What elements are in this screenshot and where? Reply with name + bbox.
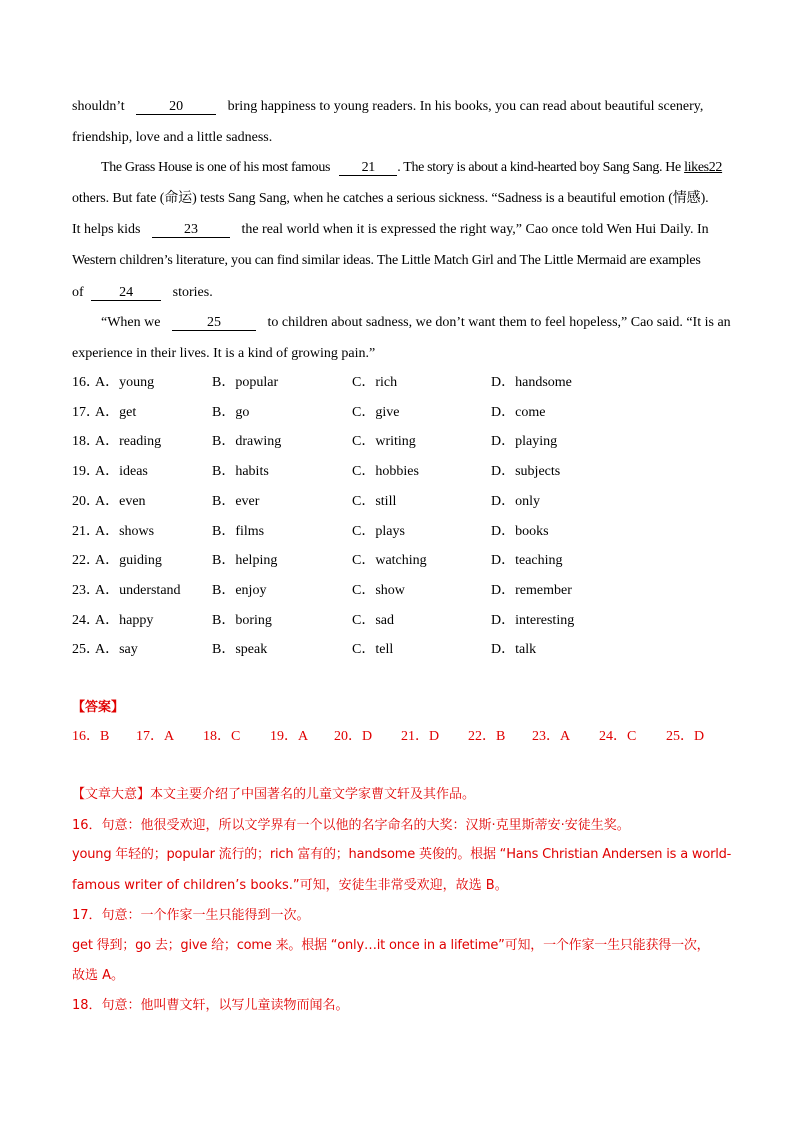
- option-a: A．understand: [95, 583, 181, 598]
- answer-item: 19．A: [270, 729, 309, 744]
- question-number: 24．: [72, 613, 100, 628]
- option-d: D．talk: [491, 642, 537, 657]
- answer-item: 20．D: [334, 729, 373, 744]
- option-b: B．boring: [212, 613, 272, 628]
- question-number: 17．: [72, 405, 100, 420]
- question-number: 22．: [72, 553, 100, 568]
- explanation-16-detail: young 年轻的；popular 流行的；rich 富有的；handsome 英俊的。根据 “Hans Christian Andersen is a world-: [72, 847, 732, 862]
- passage-text: to children about sadness, we don’t want them to feel hopeless,” Cao said. “It is an: [267, 315, 731, 330]
- answer-item: 17．A: [136, 729, 175, 744]
- option-c: C．hobbies: [352, 464, 419, 479]
- passage-text: It helps kids: [72, 222, 141, 237]
- option-c: C．writing: [352, 434, 416, 449]
- passage-text: “When we: [101, 315, 161, 330]
- passage-text: The Grass House is one of his most famous: [101, 160, 331, 175]
- option-a: A．guiding: [95, 553, 162, 568]
- passage-text: of: [72, 285, 84, 300]
- option-a: A．get: [95, 405, 137, 420]
- answer-item: 16．B: [72, 729, 110, 744]
- option-c: C．tell: [352, 642, 394, 657]
- question-number: 25．: [72, 642, 100, 657]
- option-c: C．plays: [352, 524, 405, 539]
- explanation-17-sentence: 17．句意：一个作家一生只能得到一次。: [72, 908, 310, 923]
- passage-line-4: [72, 189, 709, 209]
- option-c: C．show: [352, 583, 405, 598]
- option-d: D．only: [491, 494, 540, 509]
- answer-item: 21．D: [401, 729, 440, 744]
- explanation-17-detail: get 得到；go 去；give 给；come 来。根据 “only…it once in a lifetime”可知，一个作家一生只能获得一次，: [72, 938, 710, 953]
- option-d: D．interesting: [491, 613, 575, 628]
- option-b: B．popular: [212, 375, 279, 390]
- option-d: D．come: [491, 405, 546, 420]
- passage-line-8: [101, 313, 731, 333]
- option-d: D．playing: [491, 434, 558, 449]
- option-d: D．handsome: [491, 375, 572, 390]
- option-a: A．ideas: [95, 464, 148, 479]
- question-number: 18．: [72, 434, 100, 449]
- explanation-17-conclusion: 故选 A。: [72, 968, 125, 983]
- option-c: C．watching: [352, 553, 427, 568]
- option-b: B．drawing: [212, 434, 282, 449]
- answer-item: 23．A: [532, 729, 571, 744]
- passage-text: others. But fate (命运) tests Sang Sang, when he catches a serious sickness. “Sadness is a beautiful emotion (情感).: [72, 191, 709, 206]
- passage-text: the real world when it is expressed the right way,” Cao once told Wen Hui Daily. In: [241, 222, 709, 237]
- answer-heading: 【答案】: [72, 700, 125, 715]
- option-a: A．young: [95, 375, 155, 390]
- option-d: D．teaching: [491, 553, 563, 568]
- passage-line-6: Western children’s literature, you can find similar ideas. The Little Match Girl and The Little Mermaid are examples: [72, 253, 701, 268]
- question-number: 21．: [72, 524, 100, 539]
- option-a: A．say: [95, 642, 138, 657]
- passage-line-2: friendship, love and a little sadness.: [72, 130, 273, 145]
- option-c: C．still: [352, 494, 397, 509]
- option-d: D．remember: [491, 583, 572, 598]
- option-b: B．ever: [212, 494, 260, 509]
- passage-text: shouldn’t: [72, 99, 125, 114]
- passage-text: . The story is about a kind-hearted boy Sang Sang. He: [397, 160, 681, 175]
- passage-text: bring happiness to young readers. In his books, you can read about beautiful scenery,: [227, 99, 704, 114]
- passage-line-7: [72, 283, 213, 303]
- option-c: C．rich: [352, 375, 398, 390]
- answer-item: 22．B: [468, 729, 506, 744]
- answer-item: 25．D: [666, 729, 705, 744]
- explanation-18-sentence: 18．句意：他叫曹文轩，以写儿童读物而闻名。: [72, 998, 349, 1013]
- option-c: C．sad: [352, 613, 394, 628]
- answer-item: 18．C: [203, 729, 241, 744]
- passage-line-1: [72, 97, 703, 117]
- blank-24: 24: [91, 285, 161, 301]
- option-c: C．give: [352, 405, 400, 420]
- option-b: B．helping: [212, 553, 278, 568]
- option-b: B．go: [212, 405, 250, 420]
- option-b: B．enjoy: [212, 583, 267, 598]
- passage-text: stories.: [172, 285, 213, 300]
- passage-line-9: experience in their lives. It is a kind of growing pain.”: [72, 346, 376, 361]
- blank-20: 20: [136, 99, 216, 115]
- main-idea: 【文章大意】本文主要介绍了中国著名的儿童文学家曹文轩及其作品。: [72, 787, 476, 802]
- option-d: D．books: [491, 524, 549, 539]
- explanation-16-conclusion: famous writer of children’s books.”可知，安徒生非常受欢迎，故选 B。: [72, 878, 508, 893]
- blank-25: 25: [172, 315, 256, 331]
- underlined-likes22: likes22: [684, 160, 723, 175]
- question-number: 19．: [72, 464, 100, 479]
- option-a: A．even: [95, 494, 146, 509]
- option-a: A．reading: [95, 434, 162, 449]
- option-b: B．habits: [212, 464, 269, 479]
- option-a: A．happy: [95, 613, 154, 628]
- option-b: B．films: [212, 524, 265, 539]
- question-number: 16．: [72, 375, 100, 390]
- question-number: 20．: [72, 494, 100, 509]
- question-number: 23．: [72, 583, 100, 598]
- option-d: D．subjects: [491, 464, 561, 479]
- option-a: A．shows: [95, 524, 155, 539]
- blank-21: 21: [339, 160, 397, 176]
- passage-line-3: [101, 158, 722, 178]
- passage-line-5: [72, 220, 709, 240]
- blank-23: 23: [152, 222, 230, 238]
- explanation-16-sentence: 16．句意：他很受欢迎，所以文学界有一个以他的名字命名的大奖：汉斯·克里斯蒂安·安徒生奖。: [72, 818, 630, 833]
- option-b: B．speak: [212, 642, 268, 657]
- answer-item: 24．C: [599, 729, 637, 744]
